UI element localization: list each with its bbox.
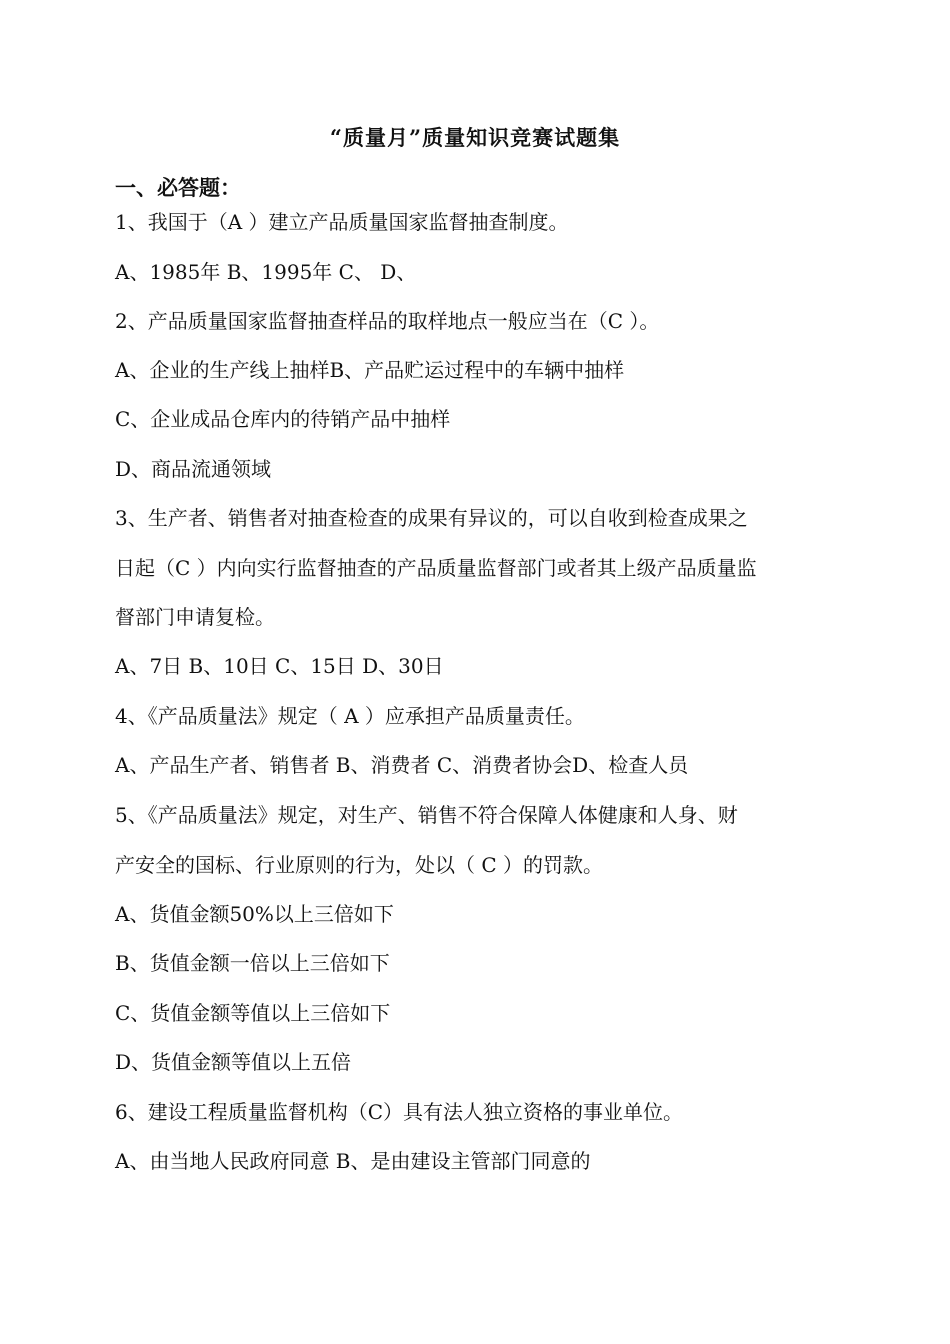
text-line: 日起（C ）内向实行监督抽查的产品质量监督部门或者其上级产品质量监	[115, 556, 757, 580]
text-line: 2、产品质量国家监督抽查样品的取样地点一般应当在（C ）。	[115, 309, 660, 333]
text-line: 4、《产品质量法》规定（ A ）应承担产品质量责任。	[115, 704, 585, 728]
text-line: A、7日 B、10日 C、15日 D、30日	[115, 654, 444, 678]
text-line: 1、我国于（A ）建立产品质量国家监督抽查制度。	[115, 210, 569, 234]
text-line: D、商品流通领域	[115, 457, 272, 481]
text-line: A、货值金额50%以上三倍如下	[115, 902, 394, 926]
section-heading: 一、必答题：	[115, 175, 241, 200]
text-line: A、产品生产者、销售者 B、消费者 C、消费者协会D、检查人员	[115, 753, 689, 777]
text-line: 3、生产者、销售者对抽查检查的成果有异议的，可以自收到检查成果之	[115, 506, 748, 530]
text-line: 督部门申请复检。	[115, 605, 275, 629]
text-line: A、企业的生产线上抽样B、产品贮运过程中的车辆中抽样	[115, 358, 625, 382]
text-line: C、货值金额等值以上三倍如下	[115, 1001, 391, 1025]
text-line: C、企业成品仓库内的待销产品中抽样	[115, 407, 451, 431]
text-line: 6、建设工程质量监督机构（C）具有法人独立资格的事业单位。	[115, 1100, 684, 1124]
text-line: D、货值金额等值以上五倍	[115, 1050, 352, 1074]
text-line: 5、《产品质量法》规定，对生产、销售不符合保障人体健康和人身、财	[115, 803, 738, 827]
text-line: 产安全的国标、行业原则的行为，处以（ C ）的罚款。	[115, 853, 604, 877]
text-line: A、1985年 B、1995年 C、 D、	[115, 260, 417, 284]
text-line: A、由当地人民政府同意 B、是由建设主管部门同意的	[115, 1149, 591, 1173]
document-title: “质量月”质量知识竞赛试题集	[329, 125, 621, 150]
text-line: B、货值金额一倍以上三倍如下	[115, 951, 390, 975]
